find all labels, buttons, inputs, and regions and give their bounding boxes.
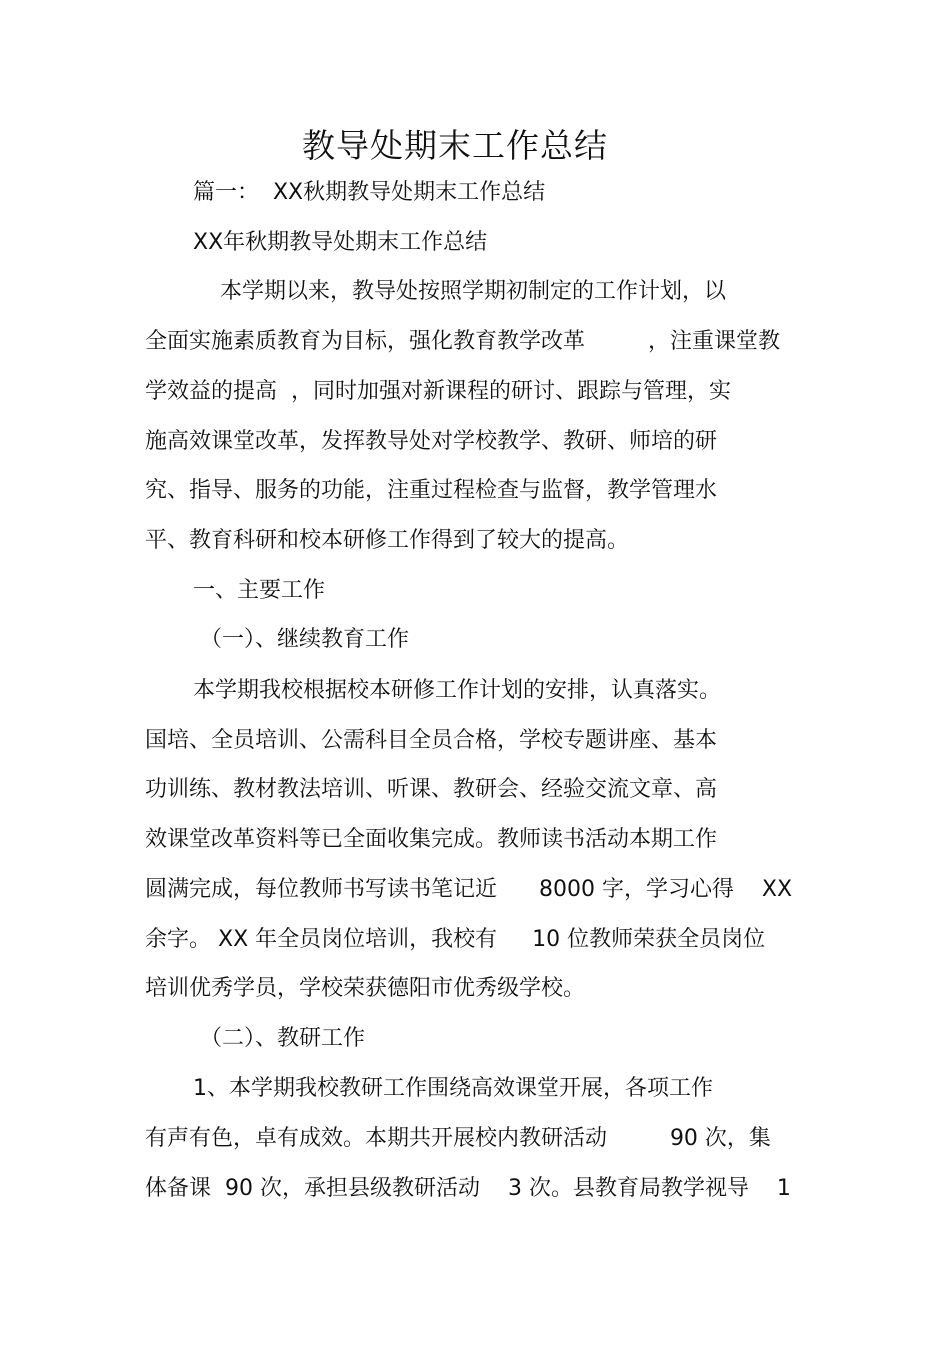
subsection-heading: （二）、教研工作 xyxy=(200,1026,366,1051)
paragraph-line: 培训优秀学员，学校荣获德阳市优秀级学校。 xyxy=(145,976,586,1001)
paragraph-line: 本学期以来，教导处按照学期初制定的工作计划，以 xyxy=(220,279,727,304)
paragraph-line: 余字。 XX 年全员岗位培训，我校有 10 位教师荣获全员岗位 xyxy=(145,927,766,952)
paragraph-line: 1、本学期我校教研工作围绕高效课堂开展，各项工作 xyxy=(193,1076,713,1101)
paragraph-line: 全面实施素质教育为目标，强化教育教学改革 ，注重课堂教 xyxy=(145,329,780,354)
document-title: 教导处期末工作总结 xyxy=(302,126,608,165)
section-heading: 一、主要工作 xyxy=(193,578,326,603)
article-heading: 篇一： XX秋期教导处期末工作总结 xyxy=(193,180,546,205)
paragraph-line: 有声有色，卓有成效。本期共开展校内教研活动 90 次，集 xyxy=(145,1126,771,1151)
paragraph-line: 本学期我校根据校本研修工作计划的安排，认真落实。 xyxy=(193,678,722,703)
paragraph-line: 施高效课堂改革，发挥教导处对学校教学、教研、师培的研 xyxy=(145,429,718,454)
paragraph-line: 功训练、教材教法培训、听课、教研会、经验交流文章、高 xyxy=(145,777,718,802)
paragraph-line: 学效益的提高 ，同时加强对新课程的研讨、跟踪与管理，实 xyxy=(145,379,731,404)
paragraph-line: 圆满完成，每位教师书写读书笔记近 8000 字，学习心得 XX xyxy=(145,877,793,902)
subsection-heading: （一）、继续教育工作 xyxy=(200,627,410,652)
paragraph-line: 究、指导、服务的功能，注重过程检查与监督，教学管理水 xyxy=(145,478,718,503)
paragraph-line: 国培、全员培训、公需科目全员合格，学校专题讲座、基本 xyxy=(145,728,718,753)
paragraph-line: 平、教育科研和校本研修工作得到了较大的提高。 xyxy=(145,528,630,553)
paragraph-line: 体备课 90 次，承担县级教研活动 3 次。县教育局教学视导 1 xyxy=(145,1176,791,1201)
article-subheading: XX年秋期教导处期末工作总结 xyxy=(193,230,488,255)
paragraph-line: 效课堂改革资料等已全面收集完成。教师读书活动本期工作 xyxy=(145,827,718,852)
